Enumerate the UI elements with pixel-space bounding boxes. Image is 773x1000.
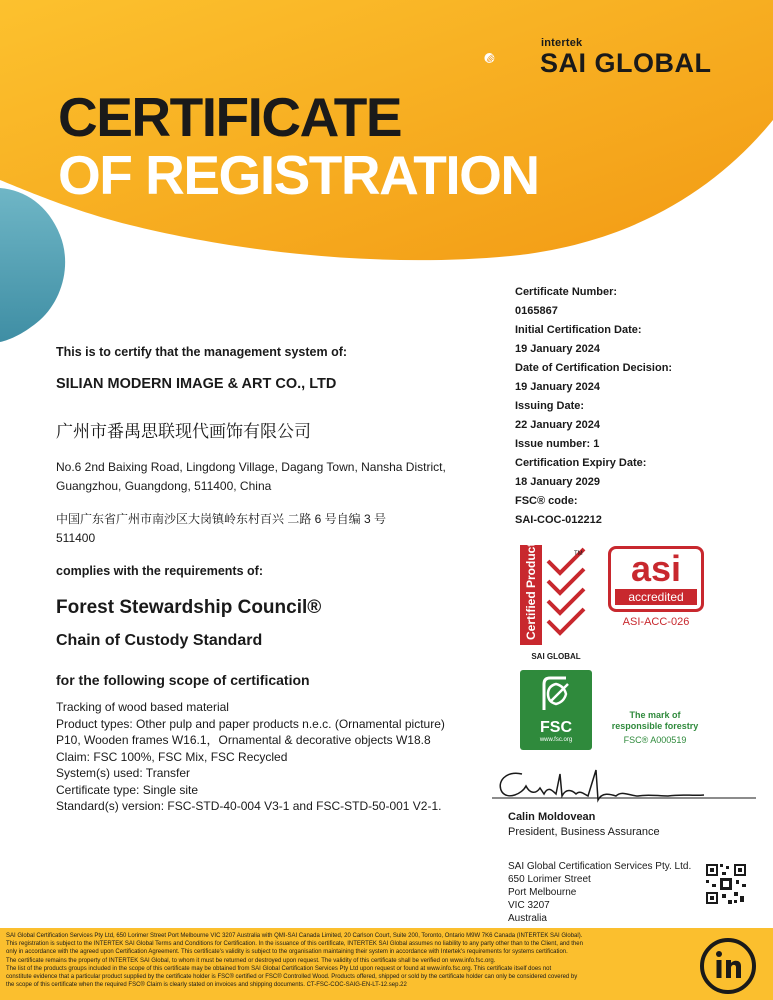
- signature: [492, 760, 762, 810]
- complies-text: complies with the requirements of:: [56, 564, 263, 578]
- detail-label: Certification Expiry Date:: [515, 457, 647, 469]
- issuer-line: Australia: [508, 913, 547, 924]
- sai-global-wordmark: SAI GLOBAL: [540, 48, 712, 78]
- detail-label: Date of Certification Decision:: [515, 362, 673, 374]
- standard-name: Forest Stewardship Council®: [56, 597, 322, 618]
- detail-label: Certificate Number:: [515, 286, 618, 298]
- issuer-address: [508, 860, 691, 925]
- title-line-1: CERTIFICATE: [58, 86, 402, 148]
- scope-title: for the following scope of certification: [56, 672, 310, 688]
- intro-text: This is to certify that the management system of:: [56, 345, 348, 359]
- scope-line: P10, Wooden frames W16.1，Ornamental & decorative objects W18.8: [56, 733, 431, 747]
- detail-value: 19 January 2024: [515, 381, 601, 393]
- detail-value: 19 January 2024: [515, 343, 601, 355]
- footer-line: The list of the products groups included in the scope of this certificate may be obtained from SAI Global Certification Services Pty Ltd upon request or found at www.info.fsc.org. This certificate itself does not: [6, 965, 552, 972]
- certified-product-text: Certified Product: [524, 545, 538, 640]
- address-en-line: Guangzhou, Guangdong, 511400, China: [56, 479, 272, 493]
- fsc-word: FSC: [540, 719, 572, 736]
- intertek-in-logo: [697, 935, 759, 997]
- detail-label: Issuing Date:: [515, 400, 585, 412]
- address-cn-line: 中国广东省广州市南沙区大岗镇岭东村百兴 二路 6 号自编 3 号: [56, 512, 387, 526]
- detail-label: Initial Certification Date:: [515, 324, 642, 336]
- asi-code: ASI-ACC-026: [622, 616, 690, 628]
- footer-line: This registration is subject to the INTERTEK SAI Global Terms and Conditions for Certification. In the issuance of this certificate, INTERTEK SAI Global assumes no liability to any party other than to the Client, and then: [6, 941, 583, 948]
- footer-line: constitute evidence that a particular product supplied by the certificate holder is FSC® certified or FSC® Controlled Wood. Products offered, shipped or sold by the certificate holder can only be considered covered by: [6, 974, 578, 981]
- scope-line: System(s) used: Transfer: [56, 766, 191, 780]
- asi-accredited: accredited: [615, 589, 697, 605]
- certified-product-icon: [520, 545, 592, 645]
- standard-subtitle: Chain of Custody Standard: [56, 632, 263, 649]
- signatory-title: President, Business Assurance: [508, 826, 660, 838]
- signatory-name: Calin Moldovean: [508, 811, 596, 823]
- certificate-title: [58, 88, 539, 204]
- certificate-details: [515, 283, 745, 530]
- footer-line: SAI Global Certification Services Pty Ltd, 650 Lorimer Street Port Melbourne VIC 3207 Australia with QMI-SAI Canada Limited, 20 Carlson Court, Suite 200, Toronto, Ontario M9W 7K6 Canada (INTERTEK SAI Global).: [6, 933, 583, 939]
- asi-word: asi: [630, 548, 682, 589]
- detail-label: FSC® code:: [515, 495, 578, 507]
- asi-badge: [608, 546, 704, 630]
- scope-line: Certificate type: Single site: [56, 782, 199, 797]
- detail-value: 22 January 2024: [515, 419, 601, 431]
- certified-product-badge: [520, 545, 592, 661]
- scope-line: Product types: Other pulp and paper products n.e.c. (Ornamental picture): [56, 716, 445, 731]
- asi-box: [608, 546, 704, 612]
- issuer-line: 650 Lorimer Street: [508, 874, 591, 885]
- footer-legal-text: [6, 932, 696, 989]
- teal-shape: [0, 188, 65, 342]
- address-cn-line: 511400: [56, 531, 96, 545]
- detail-value: 0165867: [515, 305, 558, 317]
- footer-line: The certificate remains the property of INTERTEK SAI Global, to whom it must be returned or destroyed upon request. The validity of this certificate shall be verified on www.info.fsc.org.: [6, 957, 496, 964]
- tm-mark: TM: [574, 551, 583, 557]
- fsc-mark-text: [599, 710, 711, 732]
- detail-label: Issue number: 1: [515, 438, 600, 450]
- sai-global-logo-mark: [484, 33, 538, 83]
- issuer-line: VIC 3207: [508, 900, 550, 911]
- fsc-mark-line: The mark of: [629, 710, 681, 720]
- title-line-2: OF REGISTRATION: [58, 144, 539, 206]
- scope-line: Standard(s) version: FSC-STD-40-004 V3-1 and FSC-STD-50-001 V2-1.: [56, 799, 442, 813]
- detail-value: 18 January 2029: [515, 476, 601, 488]
- scope-list: [56, 699, 496, 815]
- company-name-en: SILIAN MODERN IMAGE & ART CO., LTD: [56, 376, 337, 392]
- fsc-mark-line: responsible forestry: [611, 721, 699, 731]
- address-cn: [56, 510, 486, 548]
- intertek-wordmark: intertek: [541, 37, 583, 49]
- fsc-url: www.fsc.org: [539, 737, 573, 743]
- address-en-line: No.6 2nd Baixing Road, Lingdong Village, Dagang Town, Nansha District,: [56, 460, 446, 474]
- issuer-line: SAI Global Certification Services Pty. Ltd.: [508, 861, 692, 872]
- company-name-cn: 广州市番禺思联现代画饰有限公司: [56, 422, 311, 441]
- scope-line: Claim: FSC 100%, FSC Mix, FSC Recycled: [56, 749, 288, 764]
- fsc-license: FSC® A000519: [623, 735, 687, 745]
- scope-line: Tracking of wood based material: [56, 700, 229, 714]
- certified-brand: SAI GLOBAL: [531, 652, 581, 661]
- detail-value: SAI-COC-012212: [515, 514, 602, 526]
- footer-line: only in accordance with the agreed upon Certification Agreement. This certificate's validity is subject to the organisation maintaining their system in accordance with Intertek's requirements for systems certification.: [6, 949, 568, 956]
- fsc-tree-icon: [536, 674, 576, 714]
- signatory: [508, 810, 660, 840]
- footer-line: the scope of this certificate when the required FSC® Claim is clearly stated on invoices and shipping documents. CT-FSC-COC-SAIG-EN-LT-12.sep.22: [6, 982, 407, 989]
- fsc-logo: [520, 670, 592, 750]
- qr-code[interactable]: [704, 862, 748, 906]
- issuer-line: Port Melbourne: [508, 887, 577, 898]
- address-en: [56, 458, 486, 496]
